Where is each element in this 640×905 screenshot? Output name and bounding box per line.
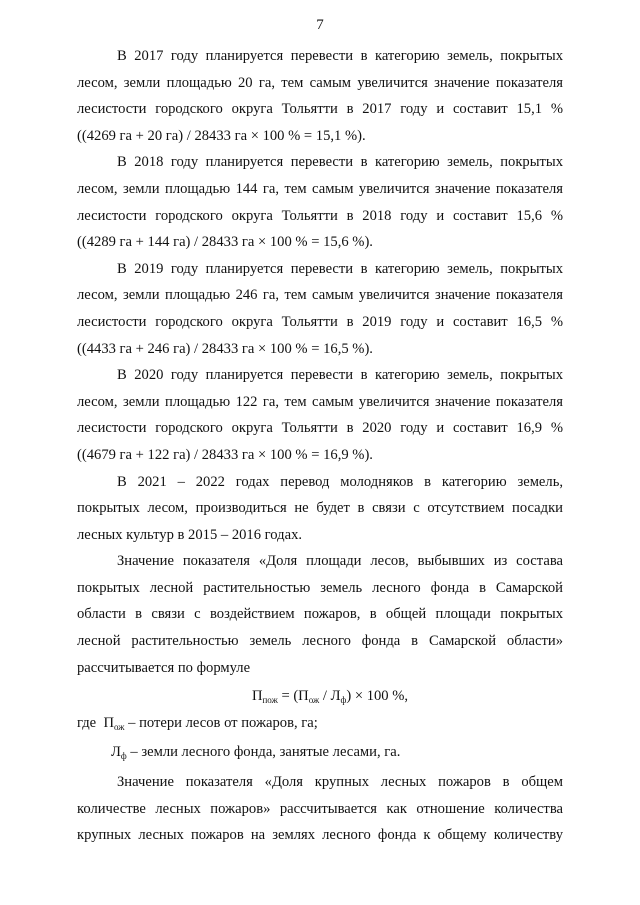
legend-subscript: ф bbox=[120, 751, 127, 762]
paragraph-fire-area-indicator bbox=[77, 548, 563, 681]
paragraph-2021-2022 bbox=[77, 469, 563, 549]
paragraph-line: лесом, земли площадью 246 га, тем самым увеличится значение показателя bbox=[77, 287, 563, 304]
paragraph-line: В 2017 году планируется перевести в категорию земель, покрытых bbox=[117, 48, 563, 64]
paragraph-line: ((4679 га + 122 га) / 28433 га × 100 % = 16,9 %). bbox=[77, 446, 373, 463]
formula-legend-item-1 bbox=[77, 710, 563, 737]
paragraph-line: лесом, земли площадью 144 га, тем самым увеличится значение показателя bbox=[77, 180, 563, 197]
formula-legend-item-2 bbox=[77, 739, 563, 766]
paragraph-line: Значение показателя «Доля площади лесов, выбывших из состава bbox=[117, 553, 563, 570]
formula-part: = (П bbox=[277, 688, 309, 705]
paragraph-line: лесистости городского округа Тольятти в 2017 году и составит 15,1 % bbox=[77, 101, 563, 118]
paragraph-line: области в связи с воздействием пожаров, в общей площади покрытых bbox=[77, 606, 563, 623]
paragraph-2018 bbox=[77, 149, 563, 255]
paragraph-line: лесом, земли площадью 20 га, тем самым увеличится значение показателя bbox=[77, 74, 563, 91]
paragraph-line: крупных лесных пожаров на землях лесного фонда к общему количеству bbox=[77, 827, 563, 844]
formula-subscript: пож bbox=[262, 695, 278, 706]
paragraph-line: покрытых лесом, производиться не будет в связи с отсутствием посадки bbox=[77, 500, 563, 517]
where-label: где bbox=[77, 714, 97, 731]
paragraph-line: лесистости городского округа Тольятти в 2020 году и составит 16,9 % bbox=[77, 420, 563, 437]
paragraph-line: ((4269 га + 20 га) / 28433 га × 100 % = 15,1 %). bbox=[77, 127, 366, 144]
paragraph-line: лесной растительностью земель лесного фонда в Самарской области» bbox=[77, 633, 563, 650]
paragraph-line: лесных культур в 2015 – 2016 годах. bbox=[77, 526, 303, 543]
legend-text: – потери лесов от пожаров, га; bbox=[124, 714, 318, 731]
formula-subscript: ож bbox=[308, 695, 320, 706]
paragraph-line: лесистости городского округа Тольятти в 2018 году и составит 15,6 % bbox=[77, 207, 563, 224]
paragraph-line: ((4289 га + 144 га) / 28433 га × 100 % = 15,6 %). bbox=[77, 234, 373, 251]
paragraph-line: рассчитывается по формуле bbox=[77, 659, 251, 676]
legend-symbol: Л bbox=[111, 744, 121, 761]
legend-subscript: ож bbox=[114, 721, 125, 732]
paragraph-line: В 2018 году планируется перевести в категорию земель, покрытых bbox=[117, 154, 563, 171]
paragraph-2020 bbox=[77, 362, 563, 468]
legend-symbol: П bbox=[103, 714, 115, 731]
formula-part: ) × 100 %, bbox=[346, 688, 409, 705]
paragraph-large-fires-indicator bbox=[77, 769, 563, 849]
paragraph-line: В 2020 году планируется перевести в категорию земель, покрытых bbox=[117, 367, 563, 384]
paragraph-line: ((4433 га + 246 га) / 28433 га × 100 % = 16,5 %). bbox=[77, 340, 373, 357]
paragraph-2017 bbox=[77, 43, 563, 149]
formula-subscript: ф bbox=[340, 695, 347, 706]
formula-symbol: П bbox=[251, 688, 263, 705]
document-body bbox=[77, 43, 563, 849]
page-number: 7 bbox=[316, 17, 324, 33]
paragraph-line: Значение показателя «Доля крупных лесных пожаров в общем bbox=[117, 774, 563, 791]
paragraph-line: В 2019 году планируется перевести в категорию земель, покрытых bbox=[117, 260, 563, 277]
paragraph-2019 bbox=[77, 256, 563, 362]
formula bbox=[77, 683, 563, 710]
legend-text: – земли лесного фонда, занятые лесами, га. bbox=[126, 744, 401, 761]
paragraph-line: лесом, земли площадью 122 га, тем самым увеличится значение показателя bbox=[77, 393, 563, 410]
formula-part: / Л bbox=[319, 688, 341, 705]
paragraph-line: В 2021 – 2022 годах перевод молодняков в категорию земель, bbox=[117, 473, 563, 490]
paragraph-line: лесистости городского округа Тольятти в 2019 году и составит 16,5 % bbox=[77, 313, 563, 330]
paragraph-line: покрытых лесной растительностью земель лесного фонда в Самарской bbox=[77, 579, 563, 596]
paragraph-line: количестве лесных пожаров» рассчитывается как отношение количества bbox=[77, 800, 563, 817]
